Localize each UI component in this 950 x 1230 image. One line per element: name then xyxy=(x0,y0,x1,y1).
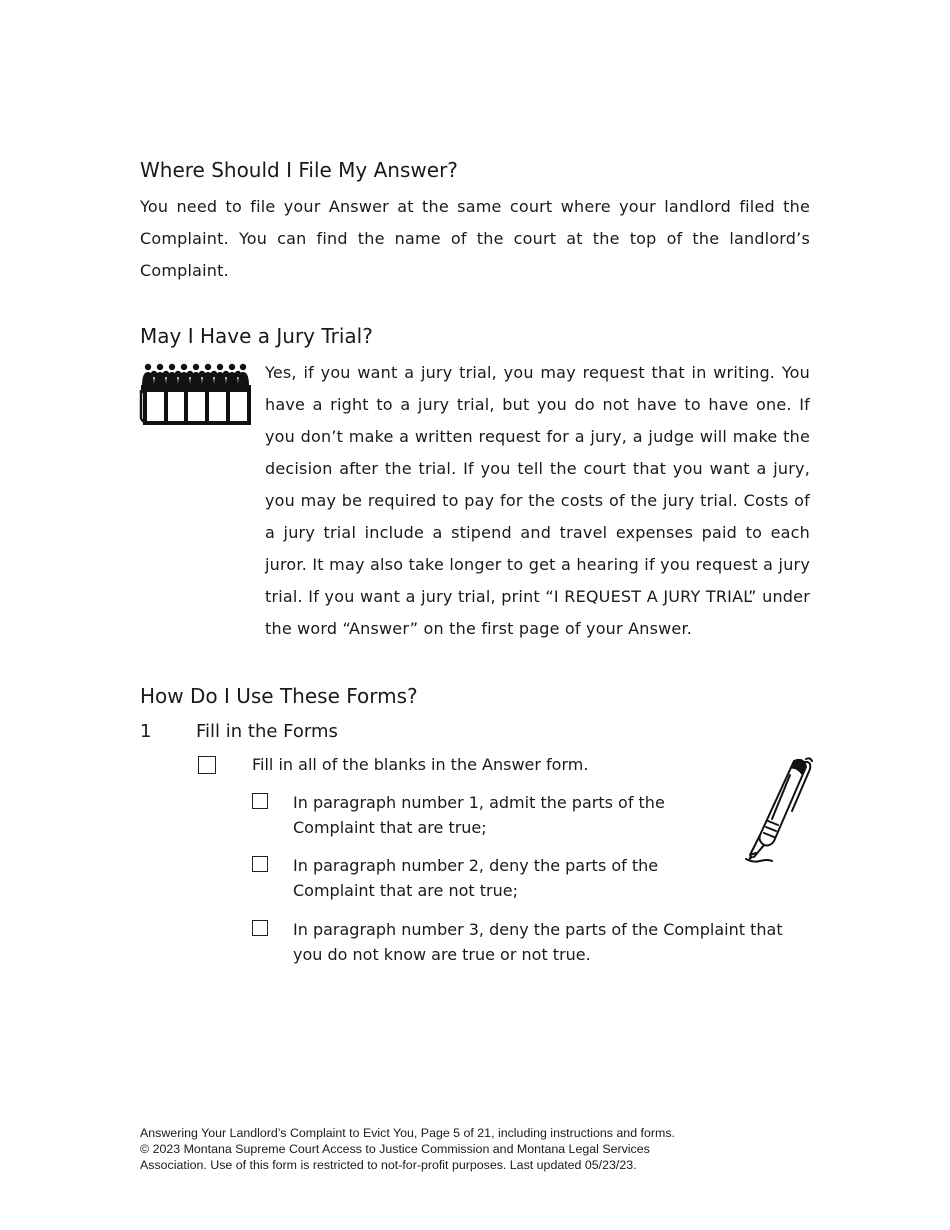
checkbox-label-paragraph-1: In paragraph number 1, admit the parts of the Complaint that are true; xyxy=(293,793,665,837)
checkbox-fill-blanks[interactable] xyxy=(198,756,216,774)
checkbox-paragraph-3[interactable] xyxy=(252,920,268,936)
pen-icon xyxy=(738,755,816,867)
footer-line-3: Association. Use of this form is restricted to not-for-profit purposes. Last updated 05/23/23. xyxy=(140,1158,637,1172)
checkbox-label-paragraph-2: In paragraph number 2, deny the parts of the Complaint that are not true; xyxy=(293,856,659,900)
footer-line-1: Answering Your Landlord’s Complaint to Evict You, Page 5 of 21, including instructions and forms. xyxy=(140,1126,675,1140)
heading-use-forms: How Do I Use These Forms? xyxy=(140,684,418,708)
jury-box-icon xyxy=(139,362,253,426)
paragraph-file-answer: You need to file your Answer at the same court where your landlord filed the Complaint. You can find the name of the court at the top of the landlord’s Complaint. xyxy=(140,197,810,280)
heading-jury-trial: May I Have a Jury Trial? xyxy=(140,324,373,348)
checkbox-paragraph-1[interactable] xyxy=(252,793,268,809)
heading-file-answer: Where Should I File My Answer? xyxy=(140,158,458,182)
checkbox-label-fill-blanks: Fill in all of the blanks in the Answer form. xyxy=(252,755,589,774)
step-title: Fill in the Forms xyxy=(196,721,338,742)
footer-line-2: © 2023 Montana Supreme Court Access to Justice Commission and Montana Legal Services xyxy=(140,1142,650,1156)
step-number: 1 xyxy=(140,721,152,742)
checkbox-label-paragraph-3: In paragraph number 3, deny the parts of the Complaint that you do not know are true or not true. xyxy=(293,920,783,964)
page-footer xyxy=(140,1125,820,1173)
checkbox-paragraph-2[interactable] xyxy=(252,856,268,872)
paragraph-jury-trial: Yes, if you want a jury trial, you may request that in writing. You have a right to a jury trial, but you do not have to have one. If you don’t make a written request for a jury, a judge will make the decision after the trial. If you tell the court that you want a jury, you may be required to pay for the costs of the jury trial. Costs of a jury trial include a stipend and travel expenses paid to each juror. It may also take longer to get a hearing if you request a jury trial. If you want a jury trial, print “I REQUEST A JURY TRIAL” under the word “Answer” on the first page of your Answer. xyxy=(265,363,810,638)
